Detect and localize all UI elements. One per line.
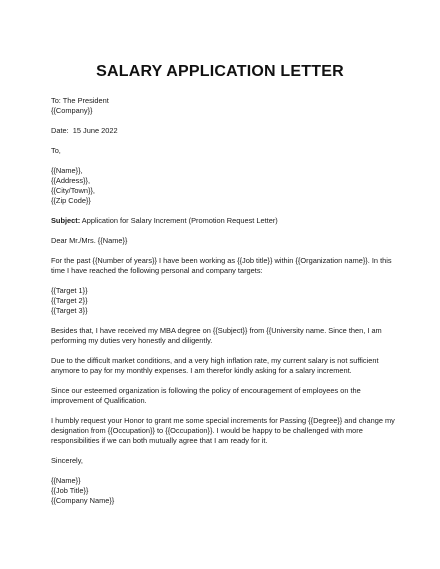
paragraph-line: Besides that, I have received my MBA degree on {{Subject}} from {{University name. Since then, I am [51, 325, 382, 335]
paragraph-degree [51, 326, 401, 346]
paragraph-line: improvement of Qualification. [51, 396, 147, 405]
paragraph-market [51, 356, 401, 376]
letter-title: SALARY APPLICATION LETTER [96, 63, 344, 80]
address-block [51, 166, 401, 207]
to-label: To, [51, 145, 61, 155]
paragraph-line: Due to the difficult market conditions, and a very high inflation rate, my current salary is not sufficient [51, 355, 379, 365]
paragraph-request [51, 416, 401, 447]
paragraph-line: I humbly request your Honor to grant me some special increments for Passing {{Degree}} and change my [51, 415, 395, 425]
salutation: Dear Mr./Mrs. {{Name}} [51, 235, 128, 245]
letter-body [51, 96, 401, 506]
signature-line: {{Company Name}} [51, 496, 115, 506]
paragraph-line: designation from {{Occupation}} to {{Occupation}}. I would be happy to be challenged with more [51, 426, 363, 435]
recipient-block [51, 96, 401, 116]
address-line: {{City/Town}}, [51, 186, 95, 195]
paragraph-line: anymore to pay for my monthly expenses. I am therefor kindly asking for a salary increment. [51, 366, 352, 375]
paragraph-line: responsibilities if we can both mutually agree that I am ready for it. [51, 436, 268, 446]
closing: Sincerely, [51, 456, 83, 465]
target-item: {{Target 3}} [51, 306, 88, 315]
paragraph-line: time I have reached the following personal and company targets: [51, 265, 263, 275]
signature-line: {{Job Title}} [51, 486, 89, 495]
subject-line [51, 216, 401, 226]
signature-line: {{Name}} [51, 475, 81, 485]
target-item: {{Target 2}} [51, 295, 88, 305]
signature-block [51, 476, 401, 507]
address-line: {{Name}}, [51, 165, 83, 175]
targets-list [51, 286, 401, 317]
recipient-company: {{Company}} [51, 106, 93, 116]
target-item: {{Target 1}} [51, 285, 88, 295]
date-label: Date: [51, 126, 69, 135]
paragraph-policy [51, 386, 401, 406]
paragraph-intro [51, 256, 401, 276]
address-line: {{Zip Code}} [51, 196, 91, 206]
date-line [51, 126, 401, 136]
paragraph-line: For the past {{Number of years}} I have been working as {{Job title}} within {{Organization name}}. In this [51, 255, 392, 265]
address-line: {{Address}}, [51, 175, 91, 185]
date-value: 15 June 2022 [72, 126, 118, 135]
paragraph-line: performing my duties very honestly and diligently. [51, 336, 213, 345]
paragraph-line: Since our esteemed organization is following the policy of encouragement of employees on the [51, 385, 361, 395]
recipient-line: To: The President [51, 96, 109, 105]
subject-label: Subject: [51, 216, 81, 225]
subject-text: Application for Salary Increment (Promotion Request Letter) [80, 216, 278, 225]
